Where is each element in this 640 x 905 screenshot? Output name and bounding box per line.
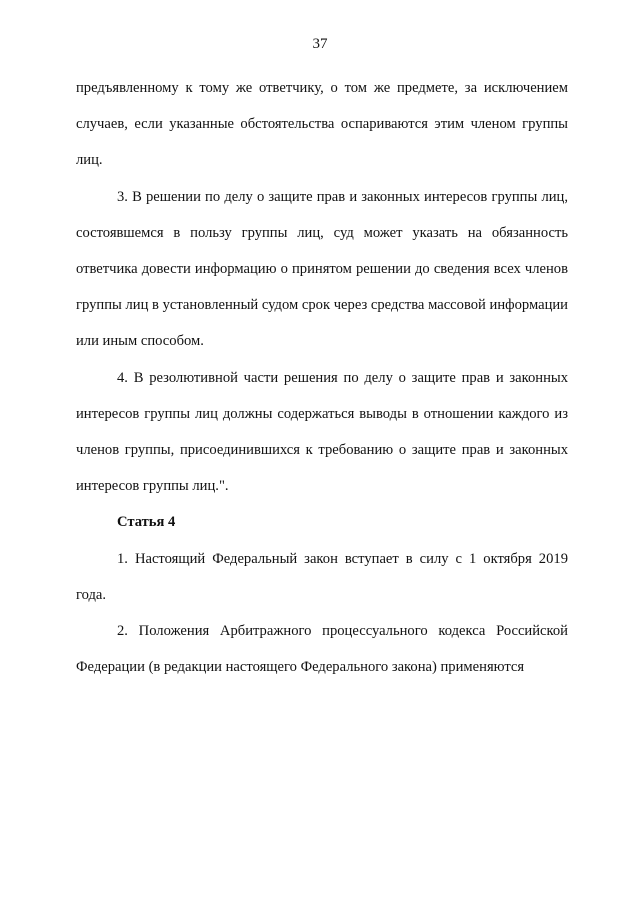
paragraph-item-4: 4. В резолютивной части решения по делу о защите прав и законных интересов группы лиц должны содержаться выводы в отношении каждого из членов группы, присоединившихся к требованию о защите прав и законных интересов группы лиц.". — [76, 369, 568, 495]
paragraph-item-3: 3. В решении по делу о защите прав и законных интересов группы лиц, состоявшемся в пользу группы лиц, суд может указать на обязанность ответчика довести информацию о принятом решении до сведения всех членов группы лиц в установленный судом срок через средства массовой информации или иным способом. — [76, 188, 568, 350]
page-number: 37 — [312, 36, 328, 52]
paragraph-continuation: предъявленному к тому же ответчику, о том же предмете, за исключением случаев, если указанные обстоятельства оспариваются этим членом группы лиц. — [76, 80, 568, 169]
document-body — [76, 70, 568, 685]
paragraph-article4-item-1: 1. Настоящий Федеральный закон вступает в силу с 1 октября 2019 года. — [76, 550, 568, 603]
paragraph-article4-item-2: 2. Положения Арбитражного процессуального кодекса Российской Федерации (в редакции настоящего Федерального закона) применяются — [76, 623, 568, 676]
article-heading: Статья 4 — [117, 514, 176, 531]
